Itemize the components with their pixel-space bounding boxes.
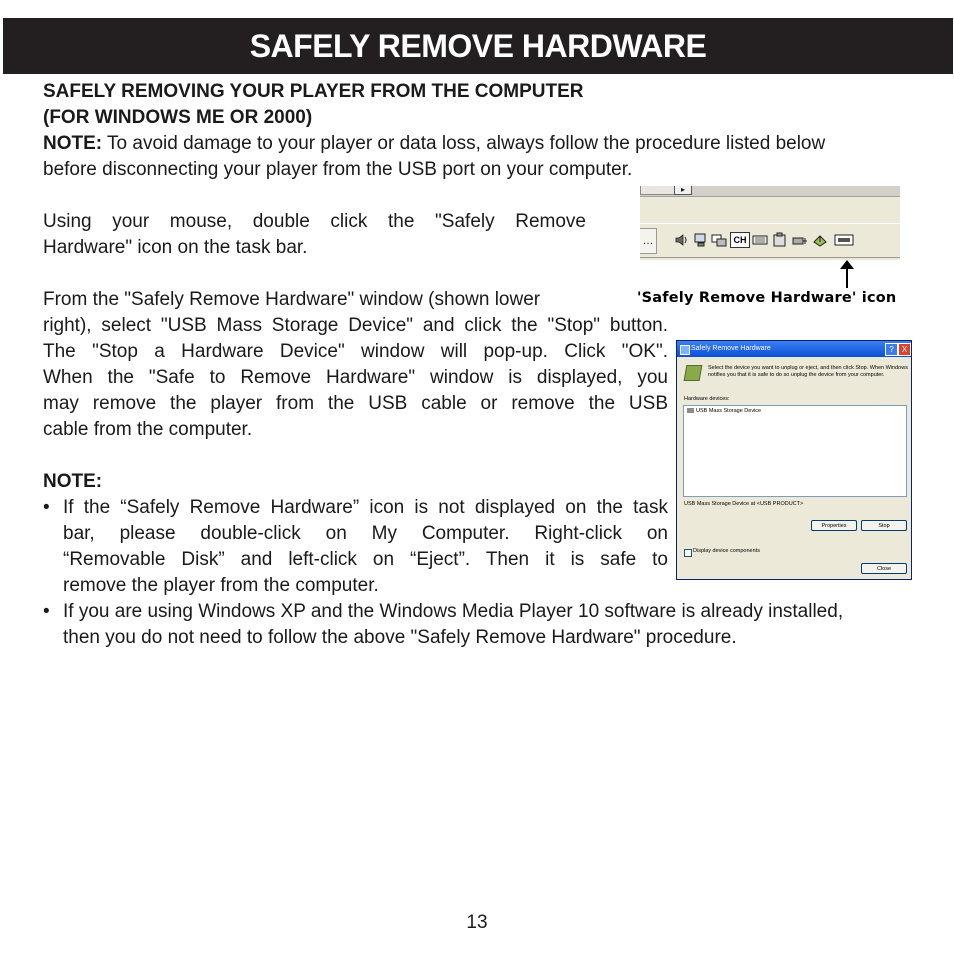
safely-remove-hardware-icon — [812, 232, 828, 248]
bullet1-line3: “Removable Disk” and left-click on “Eject”. Then it is safe to — [63, 549, 668, 570]
dialog-title-icon — [680, 345, 690, 355]
page-title: SAFELY REMOVE HARDWARE — [249, 28, 707, 64]
hardware-devices-list[interactable] — [683, 405, 907, 497]
list-item[interactable] — [687, 408, 761, 414]
usb-device-icon — [792, 232, 808, 248]
step1-line1: Using your mouse, double click the "Safely Remove — [43, 211, 586, 232]
dialog-help-button[interactable]: ? — [885, 343, 898, 356]
note-text-line2: before disconnecting your player from the USB port on your computer. — [43, 159, 633, 180]
safely-remove-dialog-screenshot — [676, 340, 912, 580]
display-components-checkbox[interactable] — [684, 549, 692, 557]
bullet2-line2: then you do not need to follow the above "Safely Remove Hardware" procedure. — [63, 627, 737, 648]
hardware-devices-label: Hardware devices: — [684, 396, 730, 402]
dialog-title: Safely Remove Hardware — [691, 345, 771, 352]
pointer-arrow-shaft — [846, 266, 848, 288]
stop-button[interactable]: Stop — [861, 520, 907, 531]
taskbar-screenshot — [640, 186, 900, 260]
bullet1-line1: If the “Safely Remove Hardware” icon is not displayed on the task — [63, 497, 668, 518]
display-icon — [711, 232, 727, 248]
hardware-icon — [684, 365, 703, 381]
tray-app-icon — [834, 232, 854, 248]
bullet-marker: • — [43, 497, 50, 518]
page-header-banner — [3, 18, 953, 74]
step1-line2: Hardware" icon on the task bar. — [43, 237, 308, 258]
dialog-instruction: Select the device you want to unplug or eject, and then click Stop. When Windows notifies you that it is safe to do so unplug the device from your computer. — [708, 365, 908, 378]
device-detail-text: USB Mass Storage Device at <USB PRODUCT> — [684, 501, 804, 507]
section-heading-line1: SAFELY REMOVING YOUR PLAYER FROM THE COMPUTER — [43, 81, 584, 102]
bullet2-line1: If you are using Windows XP and the Windows Media Player 10 software is already installed, — [63, 601, 844, 622]
bullet-marker: • — [43, 601, 50, 622]
step2-line6: cable from the computer. — [43, 419, 253, 440]
device-item-label: USB Mass Storage Device — [696, 408, 762, 414]
dialog-close-icon[interactable]: X — [898, 343, 911, 356]
bullet1-line4: remove the player from the computer. — [63, 575, 379, 596]
properties-button[interactable]: Properties — [811, 520, 857, 531]
step2-line4: When the "Safe to Remove Hardware" window is displayed, you — [43, 367, 668, 388]
page-number: 13 — [466, 912, 488, 933]
close-button[interactable]: Close — [861, 563, 907, 574]
language-ch-icon: CH — [730, 232, 750, 248]
speaker-icon — [674, 232, 690, 248]
note-paragraph — [43, 131, 911, 157]
scroll-button: ▸ — [674, 186, 692, 195]
keyboard-icon — [752, 232, 768, 248]
step2-line3: The "Stop a Hardware Device" window will pop-up. Click "OK". — [43, 341, 668, 362]
usb-storage-icon — [687, 408, 694, 413]
display-components-label: Display device components — [693, 548, 760, 554]
step2-line2: right), select "USB Mass Storage Device" and click the "Stop" button. — [43, 315, 668, 336]
section-heading-line2: (FOR WINDOWS ME OR 2000) — [43, 107, 313, 128]
taskbar-figure-caption: 'Safely Remove Hardware' icon — [637, 290, 897, 306]
bullet1-line2: bar, please double-click on My Computer. Right-click on — [63, 523, 668, 544]
network-icon — [693, 232, 709, 248]
tray-overflow-button: … — [640, 228, 657, 254]
step2-line5: may remove the player from the USB cable or remove the USB — [43, 393, 668, 414]
note-label: NOTE: — [43, 133, 103, 154]
clipboard-icon — [772, 232, 788, 248]
note-text-line1: To avoid damage to your player or data loss, always follow the procedure listed below — [102, 133, 826, 154]
note2-label: NOTE: — [43, 471, 103, 492]
dialog-title-bar — [677, 341, 911, 357]
step2-line1: From the "Safely Remove Hardware" window (shown lower — [43, 289, 541, 310]
